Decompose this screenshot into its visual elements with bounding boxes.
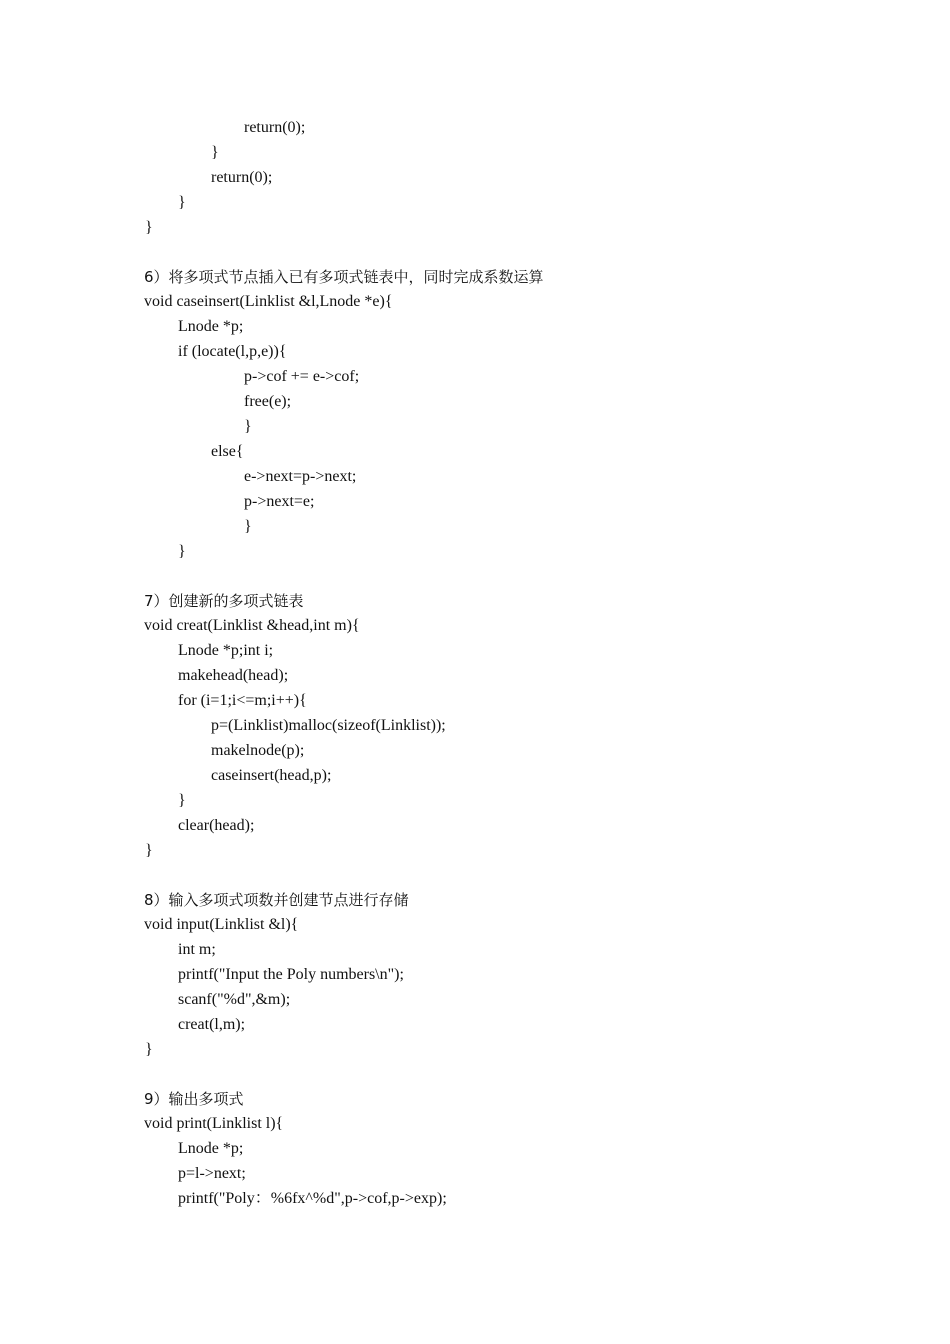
section-heading: 8）输入多项式项数并创建节点进行存储 (144, 891, 409, 909)
code-line: } (244, 418, 252, 435)
code-line: scanf("%d",&m); (178, 991, 291, 1008)
code-line: Lnode *p; (178, 1140, 244, 1157)
section-heading: 6）将多项式节点插入已有多项式链表中，同时完成系数运算 (144, 268, 544, 286)
code-line: void caseinsert(Linklist &l,Lnode *e){ (144, 293, 393, 310)
code-line: printf("Input the Poly numbers\n"); (178, 966, 404, 983)
code-line: void print(Linklist l){ (144, 1115, 284, 1132)
section-heading: 7）创建新的多项式链表 (144, 592, 304, 610)
code-line: return(0); (244, 119, 306, 136)
code-line: } (178, 792, 186, 809)
code-line: makelnode(p); (211, 742, 305, 759)
code-line: creat(l,m); (178, 1016, 246, 1033)
code-line: free(e); (244, 393, 292, 410)
code-line: p=l->next; (178, 1165, 246, 1182)
code-line: } (178, 543, 186, 560)
code-line: } (145, 1041, 153, 1058)
code-line: else{ (211, 443, 244, 460)
code-line: void creat(Linklist &head,int m){ (144, 617, 360, 634)
code-line: } (145, 219, 153, 236)
code-line: for (i=1;i<=m;i++){ (178, 692, 307, 709)
code-line: int m; (178, 941, 216, 958)
code-line: } (211, 144, 219, 161)
code-line: p->next=e; (244, 493, 315, 510)
code-line: caseinsert(head,p); (211, 767, 332, 784)
code-line: p=(Linklist)malloc(sizeof(Linklist)); (211, 717, 446, 734)
code-line: } (178, 194, 186, 211)
section-heading: 9）输出多项式 (144, 1090, 244, 1108)
code-line: void input(Linklist &l){ (144, 916, 299, 933)
code-line: Lnode *p; (178, 318, 244, 335)
code-line: printf("Poly：%6fx^%d",p->cof,p->exp); (178, 1190, 447, 1207)
code-line: } (244, 518, 252, 535)
code-line: e->next=p->next; (244, 468, 357, 485)
code-line: p->cof += e->cof; (244, 368, 360, 385)
code-line: } (145, 842, 153, 859)
code-line: if (locate(l,p,e)){ (178, 343, 287, 360)
code-line: Lnode *p;int i; (178, 642, 274, 659)
code-line: clear(head); (178, 817, 255, 834)
code-line: return(0); (211, 169, 273, 186)
code-line: makehead(head); (178, 667, 289, 684)
